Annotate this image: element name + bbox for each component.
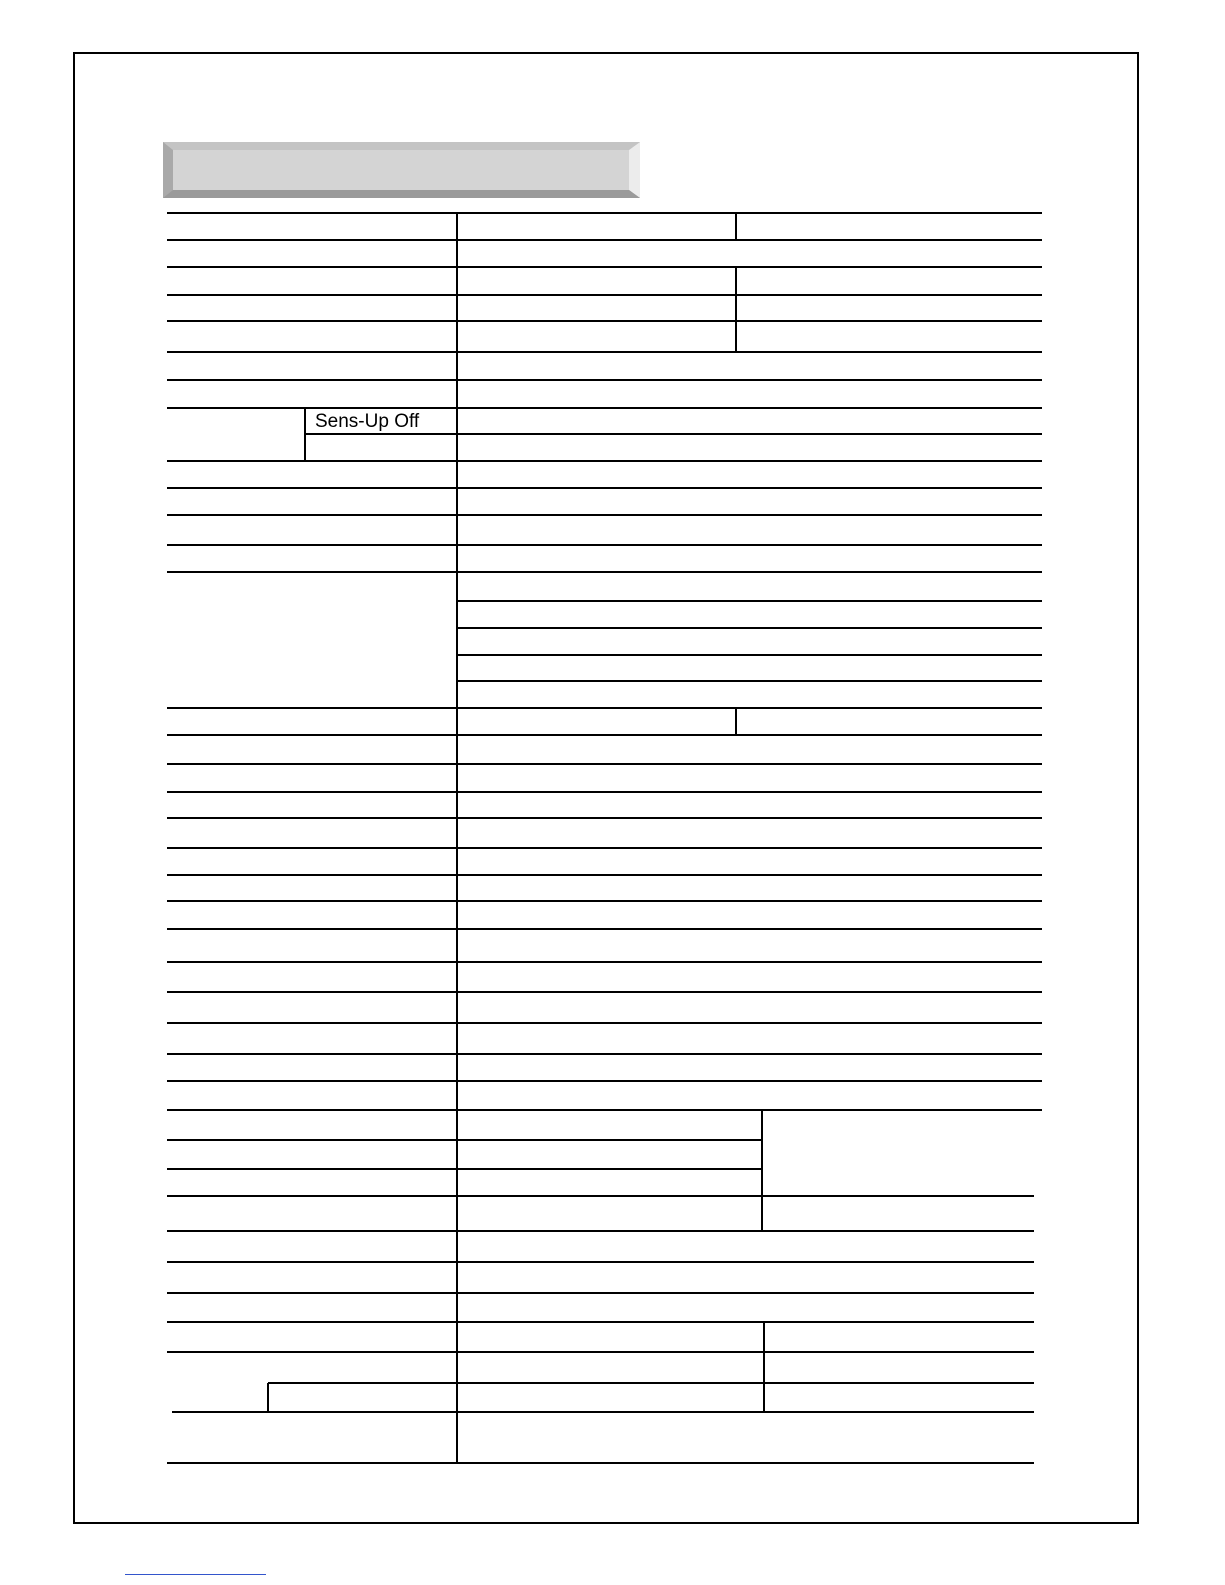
footer-link-underline bbox=[125, 1574, 266, 1575]
sens-up-off-label: Sens-Up Off bbox=[315, 411, 420, 432]
